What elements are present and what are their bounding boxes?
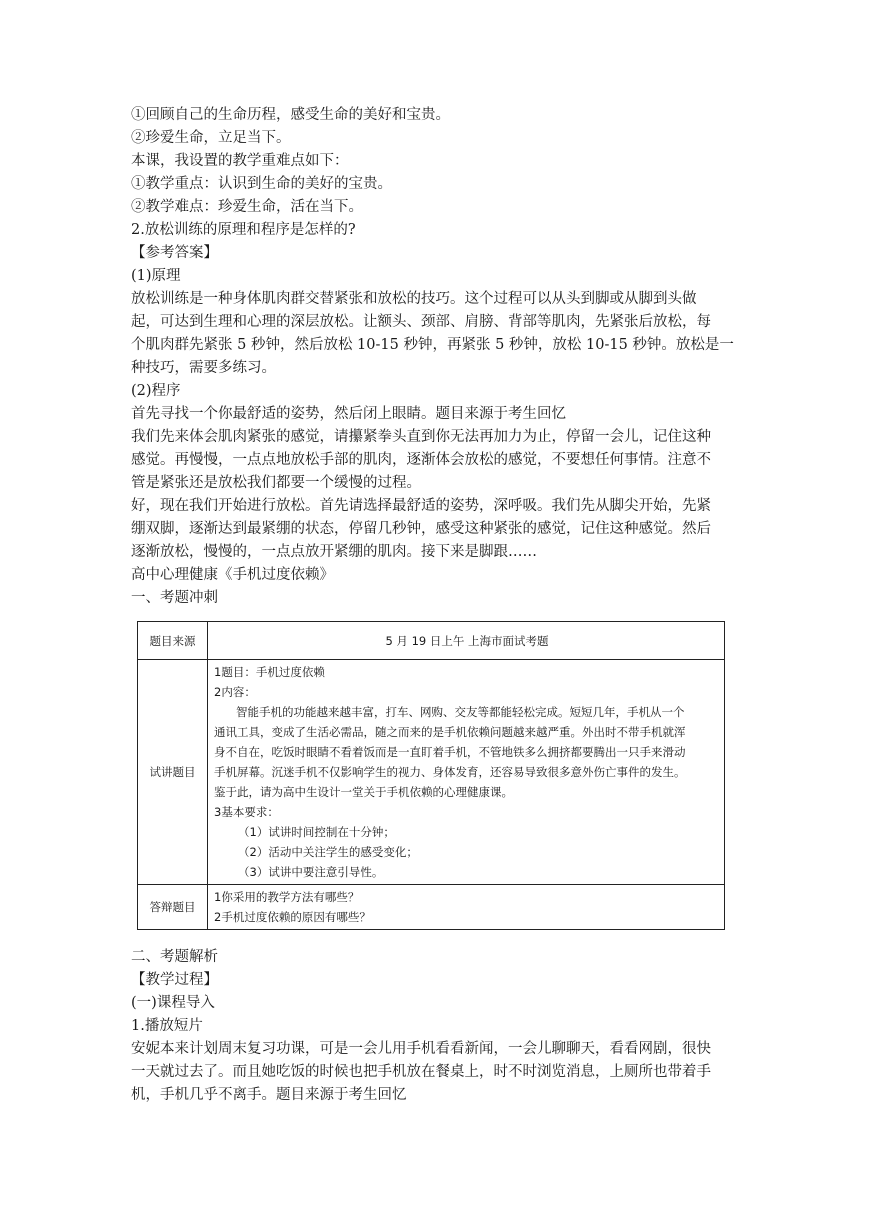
requirement-item: （3）试讲中要注意引导性。 — [238, 865, 384, 879]
text-line: ②教学难点：珍爱生命，活在当下。 — [131, 199, 363, 215]
sub-heading: (一)课程导入 — [131, 995, 215, 1011]
sub-heading: (1)原理 — [131, 268, 181, 284]
defense-question: 2手机过度依赖的原因有哪些？ — [214, 910, 371, 924]
answer-heading: 【参考答案】 — [131, 245, 218, 261]
text-line: 我们先来体会肌肉紧张的感觉，请攥紧拳头直到你无法再加力为止，停留一会儿，记住这种 — [131, 429, 711, 445]
text-line: 感觉。再慢慢，一点点地放松手部的肌肉，逐渐体会放松的感觉，不要想任何事情。注意不 — [131, 452, 711, 468]
topic-content-label: 2内容： — [214, 685, 256, 699]
text-line: 本课，我设置的教学重难点如下： — [131, 153, 349, 169]
requirement-item: （2）活动中关注学生的感受变化； — [238, 845, 418, 859]
text-line: 绷双脚，逐渐达到最紧绷的状态，停留几秒钟，感受这种紧张的感觉，记住这种感觉。然后 — [131, 521, 711, 537]
sub-heading: (2)程序 — [131, 383, 181, 399]
section-heading: 【教学过程】 — [131, 972, 218, 988]
text-line: 起，可达到生理和心理的深层放松。让额头、颈部、肩膀、背部等肌肉，先紧张后放松，每 — [131, 314, 711, 330]
text-line: 逐渐放松，慢慢的，一点点放开紧绷的肌肉。接下来是脚跟…… — [131, 544, 537, 560]
table-row — [138, 622, 725, 660]
text-line: ②珍爱生命，立足当下。 — [131, 130, 291, 146]
topic-paragraph-line: 通讯工具，变成了生活必需品，随之而来的是手机依赖问题越来越严重。外出时不带手机就浑 — [214, 725, 686, 739]
sub-heading: 1.播放短片 — [131, 1018, 203, 1034]
text-line: 首先寻找一个你最舒适的姿势，然后闭上眼睛。题目来源于考生回忆 — [131, 406, 566, 422]
requirements-label: 3基本要求： — [214, 805, 279, 819]
topic-paragraph-line: 鉴于此，请为高中生设计一堂关于手机依赖的心理健康课。 — [214, 785, 513, 799]
text-line: 好，现在我们开始进行放松。首先请选择最舒适的姿势，深呼吸。我们先从脚尖开始，先紧 — [131, 498, 711, 514]
table-label-defense: 答辩题目 — [138, 885, 208, 930]
table-defense-content — [208, 885, 725, 930]
requirement-item: （1）试讲时间控制在十分钟； — [238, 825, 395, 839]
section-heading: 一、考题冲刺 — [131, 590, 218, 606]
topic-paragraph-line: 身不自在，吃饭时眼睛不看着饭而是一直盯着手机，不管地铁多么拥挤都要腾出一只手来滑动 — [214, 745, 686, 759]
topic-title: 1题目：手机过度依赖 — [214, 665, 325, 679]
text-line: 管是紧张还是放松我们都要一个缓慢的过程。 — [131, 475, 421, 491]
table-label-topic: 试讲题目 — [138, 660, 208, 885]
section-heading: 二、考题解析 — [131, 949, 218, 965]
question-heading: 2.放松训练的原理和程序是怎样的? — [131, 222, 356, 238]
topic-paragraph-line: 手机屏幕。沉迷手机不仅影响学生的视力、身体发育，还容易导致很多意外伤亡事件的发生。 — [214, 765, 686, 779]
table-source-value: 5 月 19 日上午 上海市面试考题 — [208, 622, 725, 660]
text-line: 一天就过去了。而且她吃饭的时候也把手机放在餐桌上，时不时浏览消息，上厕所也带着手 — [131, 1064, 711, 1080]
table-row — [138, 885, 725, 930]
text-line: 安妮本来计划周末复习功课，可是一会儿用手机看看新闻，一会儿聊聊天，看看网剧，很快 — [131, 1041, 711, 1057]
text-line: ①教学重点：认识到生命的美好的宝贵。 — [131, 176, 392, 192]
table-label-source: 题目来源 — [138, 622, 208, 660]
text-line: 机，手机几乎不离手。题目来源于考生回忆 — [131, 1087, 407, 1103]
defense-question: 1你采用的教学方法有哪些？ — [214, 890, 360, 904]
table-topic-content — [208, 660, 725, 885]
text-line: ①回顾自己的生命历程，感受生命的美好和宝贵。 — [131, 107, 450, 123]
lesson-title: 高中心理健康《手机过度依赖》 — [131, 567, 334, 583]
text-line: 放松训练是一种身体肌肉群交替紧张和放松的技巧。这个过程可以从头到脚或从脚到头做 — [131, 291, 697, 307]
exam-table — [137, 621, 725, 930]
topic-paragraph-line: 智能手机的功能越来越丰富，打车、网购、交友等都能轻松完成。短短几年，手机从一个 — [236, 705, 685, 719]
text-line: 种技巧，需要多练习。 — [131, 360, 276, 376]
text-line: 个肌肉群先紧张 5 秒钟，然后放松 10-15 秒钟，再紧张 5 秒钟，放松 10-15 秒钟。放松是一 — [131, 337, 734, 353]
table-row — [138, 660, 725, 885]
